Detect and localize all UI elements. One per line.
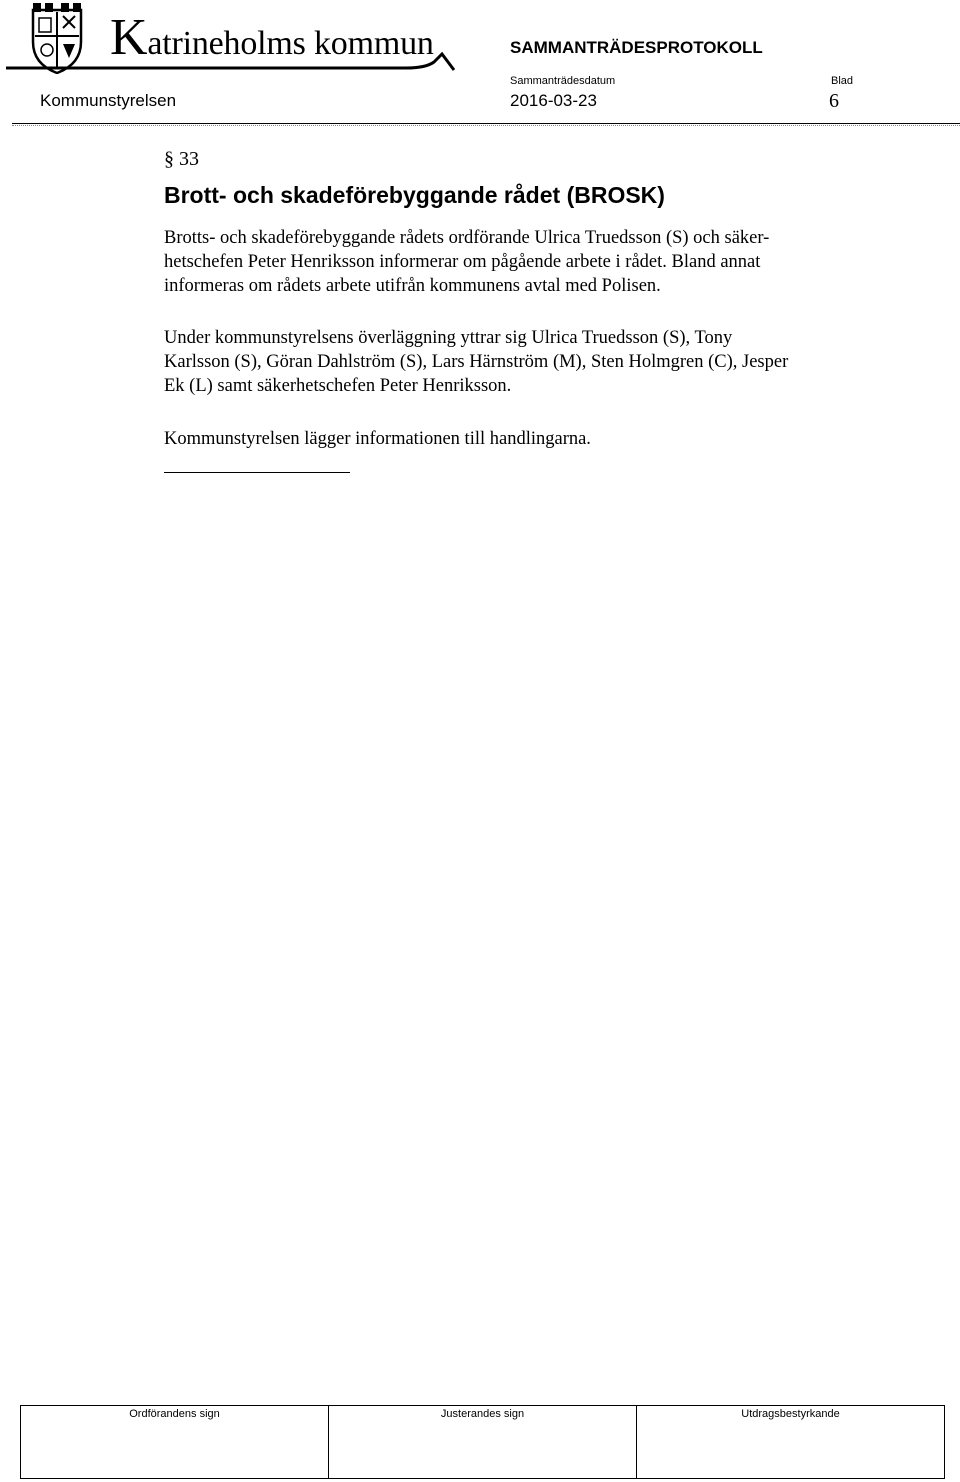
header-divider-dotted [12, 125, 960, 126]
date-value: 2016-03-23 [510, 91, 597, 110]
section-number-value: 33 [179, 148, 199, 170]
signature-certification: Utdragsbestyrkande [741, 1408, 840, 1420]
section-end-rule [164, 472, 350, 473]
paragraph-line: Under kommunstyrelsens överläggning yttrar sig Ulrica Truedsson (S), Tony [164, 328, 733, 348]
body-name: Kommunstyrelsen [40, 91, 177, 110]
section-symbol: § [164, 148, 174, 170]
paragraph [164, 427, 924, 451]
paragraph-line: Karlsson (S), Göran Dahlström (S), Lars Härnström (M), Sten Holmgren (C), Jesper [164, 352, 789, 372]
header-divider [12, 123, 960, 124]
paragraph [164, 326, 924, 398]
paragraph-line: Ek (L) samt säkerhetschefen Peter Henriksson. [164, 376, 512, 396]
paragraph [164, 226, 924, 298]
document-type: SAMMANTRÄDESPROTOKOLL [510, 38, 763, 57]
paragraph-line: hetschefen Peter Henriksson informerar om pågående arbete i rådet. Bland annat [164, 252, 761, 272]
paragraph-line: Kommunstyrelsen lägger informationen till handlingarna. [164, 429, 591, 449]
paragraph-line: Brotts- och skadeförebyggande rådets ordförande Ulrica Truedsson (S) och säker- [164, 228, 770, 248]
signature-table [20, 1405, 945, 1479]
logo-wordmark: Katrineholms kommun [110, 9, 434, 66]
page-label: Blad [831, 75, 854, 87]
paragraph-line: informeras om rådets arbete utifrån kommunens avtal med Polisen. [164, 276, 661, 296]
signature-chair: Ordförandens sign [21, 1406, 329, 1478]
date-label: Sammanträdesdatum [510, 75, 616, 87]
page-number: 6 [829, 90, 839, 112]
section-number [164, 147, 199, 171]
signature-adjuster: Justerandes sign [329, 1406, 637, 1478]
section-heading: Brott- och skadeförebyggande rådet (BROSK) [164, 182, 665, 208]
